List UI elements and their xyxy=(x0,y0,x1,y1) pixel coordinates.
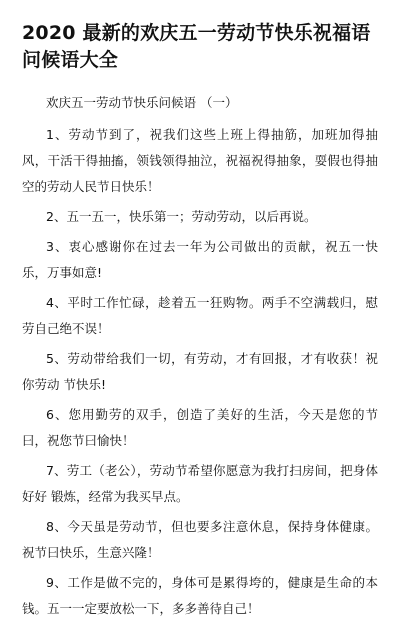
paragraph-9: 9、工作是做不完的，身体可是累得垮的，健康是生命的本钱。五一一定要放松一下，多多善待自己！ xyxy=(22,575,378,616)
section-subtitle: 欢庆五一劳动节快乐问候语 （一） xyxy=(46,95,238,110)
paragraph-5: 5、劳动带给我们一切，有劳动，才有回报，才有收获！祝你劳动 节快乐! xyxy=(22,351,378,392)
paragraph-7: 7、劳工（老公），劳动节希望你愿意为我打扫房间，把身体好好 锻炼，经常为我买早点。 xyxy=(22,463,378,504)
paragraph-3: 3、衷心感谢你在过去一年为公司做出的贡献，祝五一快乐，万事如意! xyxy=(22,239,378,280)
paragraph-4: 4、平时工作忙碌，趁着五一狂购物。两手不空满载归，慰劳自己绝不误！ xyxy=(22,295,378,336)
paragraph-1: 1、劳动节到了，祝我们这些上班上得抽筋，加班加得抽风，干活干得抽搐，领钱领得抽泣，祝福祝得抽象，耍假也得抽空的劳动人民节日快乐！ xyxy=(22,127,378,194)
paragraph-8: 8、今天虽是劳动节，但也要多注意休息，保持身体健康。祝节曰快乐，生意兴隆！ xyxy=(22,519,378,560)
paragraph-2: 2、五一五一，快乐第一；劳动劳动，以后再说。 xyxy=(46,209,317,224)
document-title: 2020 最新的欢庆五一劳动节快乐祝福语问候语大全 xyxy=(22,22,371,71)
paragraph-6: 6、您用勤劳的双手，创造了美好的生活，今天是您的节曰，祝您节曰愉快！ xyxy=(22,407,378,448)
